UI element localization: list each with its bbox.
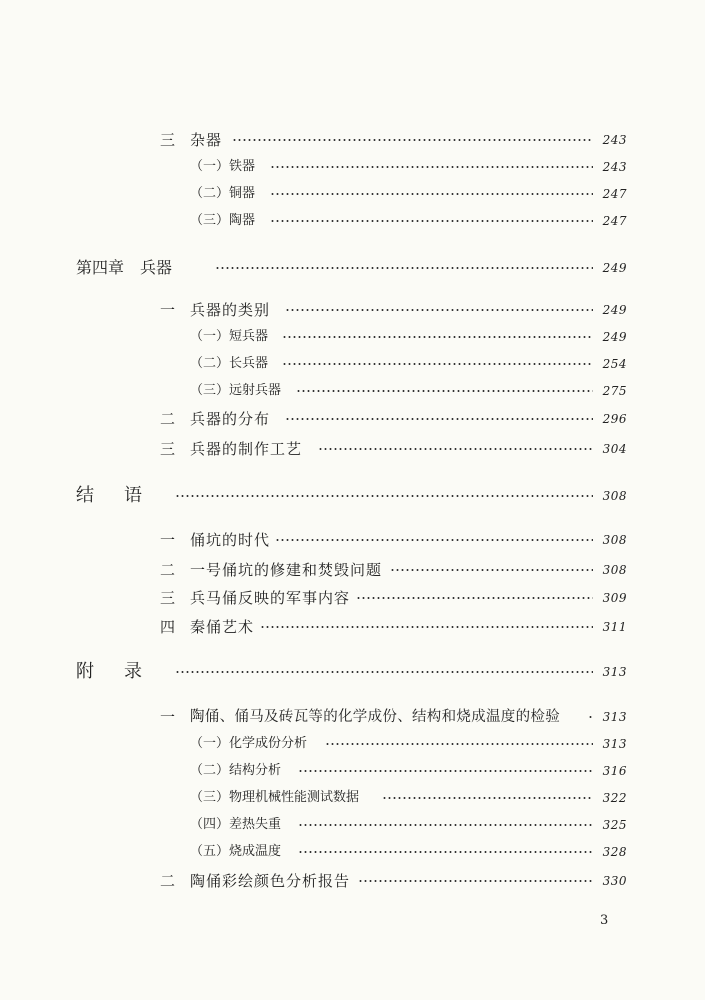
- entry-title: （一）铁器: [190, 159, 256, 174]
- toc-entry: [0, 615, 705, 639]
- dot-leader: [175, 484, 593, 508]
- toc-entry: [0, 813, 705, 837]
- entry-number: 一: [160, 301, 176, 319]
- toc-entry: [0, 182, 705, 206]
- entry-title: （一）短兵器: [190, 329, 269, 344]
- entry-number: 一: [160, 708, 176, 726]
- dot-leader: [390, 558, 593, 582]
- dot-leader: [382, 786, 593, 810]
- entry-page: 322: [602, 791, 627, 805]
- entry-page: 313: [602, 665, 627, 679]
- toc-entry: [0, 209, 705, 233]
- entry-title: 兵马俑反映的军事内容: [190, 589, 351, 607]
- dot-leader: [318, 437, 593, 461]
- entry-page: 275: [602, 384, 627, 398]
- page-number: 3: [600, 913, 609, 928]
- dot-leader: [296, 379, 593, 403]
- entry-title: 兵器的制作工艺: [190, 440, 303, 458]
- toc-entry: [0, 586, 705, 610]
- toc-entry: [0, 759, 705, 783]
- dot-leader: [215, 256, 593, 280]
- toc-entry: [0, 558, 705, 582]
- toc-entry: [0, 869, 705, 893]
- toc-entry: [0, 732, 705, 756]
- dot-leader: [298, 759, 593, 783]
- dot-leader: [358, 869, 593, 893]
- entry-number: 三: [160, 440, 176, 458]
- toc-entry: [0, 298, 705, 322]
- toc-entry: [0, 705, 705, 729]
- toc-entry: [0, 379, 705, 403]
- entry-page: 316: [602, 764, 627, 778]
- entry-page: 308: [602, 563, 627, 577]
- entry-page: 308: [602, 489, 627, 503]
- entry-number: 一: [160, 531, 176, 549]
- entry-page: 325: [602, 818, 627, 832]
- toc-entry: [0, 155, 705, 179]
- entry-number: 二: [160, 872, 176, 890]
- entry-title: 陶俑、俑马及砖瓦等的化学成份、结构和烧成温度的检验: [190, 709, 560, 725]
- entry-number: 二: [160, 410, 176, 428]
- entry-page: 311: [602, 620, 627, 634]
- toc-entry: [0, 528, 705, 552]
- entry-title: 一号俑坑的修建和焚毁问题: [190, 561, 383, 579]
- toc-entry: [0, 437, 705, 461]
- dot-leader: [282, 325, 593, 349]
- entry-page: 243: [602, 160, 627, 174]
- dot-leader: [285, 298, 593, 322]
- entry-title: （三）物理机械性能测试数据: [190, 790, 360, 805]
- dot-leader: [588, 705, 593, 729]
- entry-page: 304: [602, 442, 627, 456]
- toc-entry: [0, 786, 705, 810]
- dot-leader: [232, 128, 593, 152]
- entry-page: 247: [602, 187, 627, 201]
- toc-entry: [0, 128, 705, 152]
- entry-number: 二: [160, 561, 176, 579]
- entry-title: 杂器: [190, 131, 223, 149]
- entry-page: 243: [602, 133, 627, 147]
- toc-entry: [0, 325, 705, 349]
- entry-page: 308: [602, 533, 627, 547]
- entry-title: （二）铜器: [190, 186, 256, 201]
- dot-leader: [356, 586, 593, 610]
- entry-title: （四）差热失重: [190, 817, 282, 832]
- entry-page: 249: [602, 303, 627, 317]
- dot-leader: [270, 209, 593, 233]
- entry-page: 313: [602, 710, 627, 724]
- toc-entry: [0, 407, 705, 431]
- entry-page: 296: [602, 412, 627, 426]
- entry-title: 附录: [76, 661, 172, 682]
- toc-entry: [0, 352, 705, 376]
- entry-page: 313: [602, 737, 627, 751]
- entry-page: 249: [602, 261, 627, 275]
- entry-title: （一）化学成份分析: [190, 736, 308, 751]
- dot-leader: [270, 182, 593, 206]
- entry-title: （二）结构分析: [190, 763, 282, 778]
- entry-page: 254: [602, 357, 627, 371]
- dot-leader: [260, 615, 593, 639]
- entry-title: （三）陶器: [190, 213, 256, 228]
- section-heading: [0, 484, 705, 508]
- dot-leader: [270, 155, 593, 179]
- entry-title: 兵器的类别: [190, 301, 271, 319]
- entry-title: 秦俑艺术: [190, 618, 255, 636]
- dot-leader: [282, 352, 593, 376]
- entry-title: （二）长兵器: [190, 356, 269, 371]
- dot-leader: [285, 407, 593, 431]
- entry-number: 三: [160, 131, 176, 149]
- entry-title: （五）烧成温度: [190, 844, 282, 859]
- entry-title: 第四章 兵器: [76, 258, 173, 277]
- entry-page: 247: [602, 214, 627, 228]
- entry-number: 三: [160, 589, 176, 607]
- entry-page: 328: [602, 845, 627, 859]
- entry-title: 俑坑的时代: [190, 531, 271, 549]
- dot-leader: [325, 732, 593, 756]
- chapter-heading: [0, 256, 705, 280]
- entry-page: 309: [602, 591, 627, 605]
- dot-leader: [275, 528, 593, 552]
- entry-title: 陶俑彩绘颜色分析报告: [190, 872, 351, 890]
- entry-page: 249: [602, 330, 627, 344]
- entry-title: 兵器的分布: [190, 410, 271, 428]
- dot-leader: [298, 840, 593, 864]
- section-heading: [0, 660, 705, 684]
- entry-title: （三）远射兵器: [190, 383, 282, 398]
- dot-leader: [175, 660, 593, 684]
- toc-entry: [0, 840, 705, 864]
- entry-page: 330: [602, 874, 627, 888]
- entry-number: 四: [160, 618, 176, 636]
- entry-title: 结语: [76, 485, 172, 506]
- dot-leader: [298, 813, 593, 837]
